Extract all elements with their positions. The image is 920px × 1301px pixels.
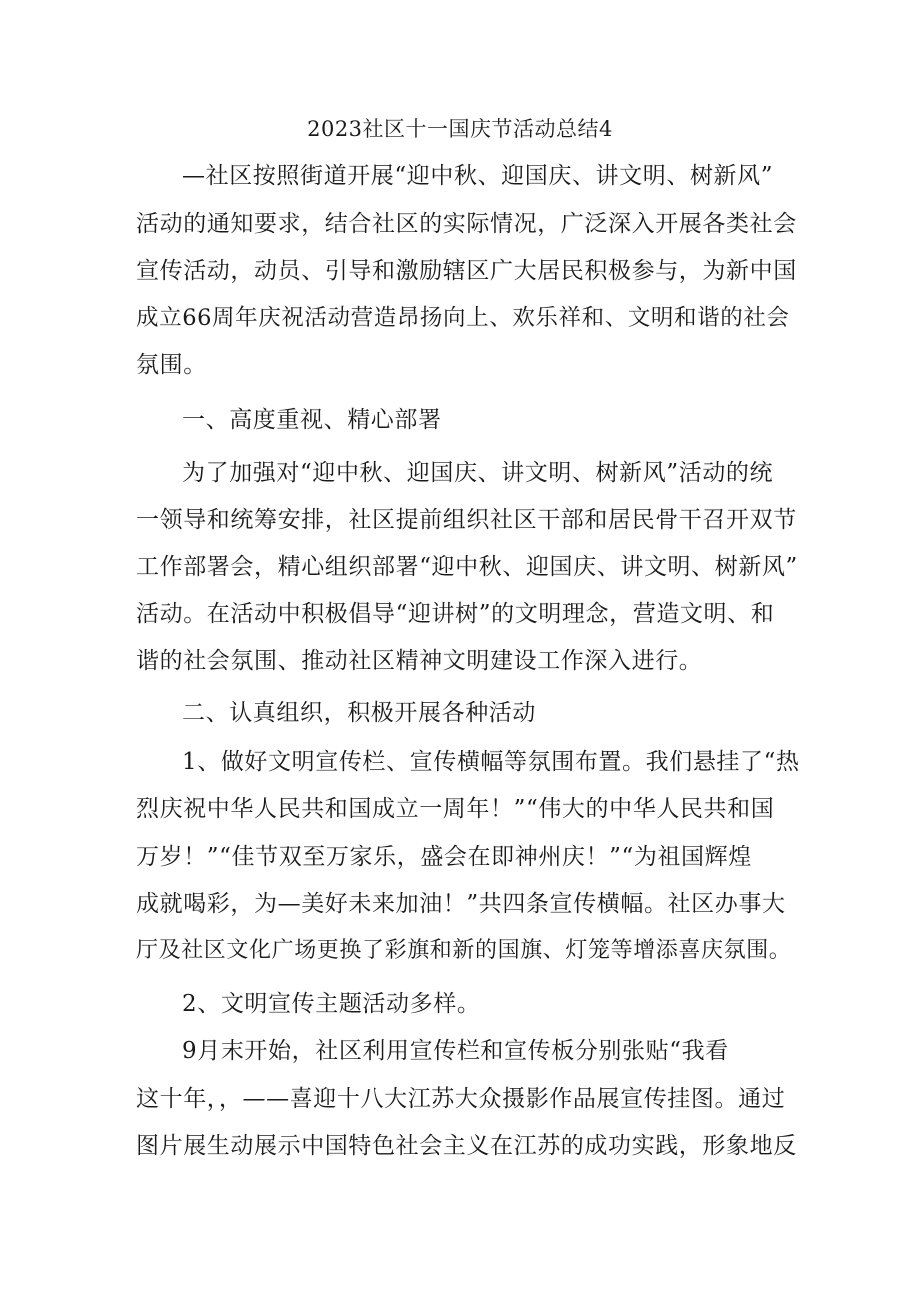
paragraph-line: 一领导和统筹安排，社区提前组织社区干部和居民骨干召开双节 <box>136 507 797 533</box>
paragraph-line: 谐的社会氛围、推动社区精神文明建设工作深入进行。 <box>136 648 703 674</box>
paragraph-line: 活动。在活动中积极倡导“迎讲树”的文明理念，营造文明、和 <box>136 601 775 627</box>
paragraph-line: 这十年，，——喜迎十八大江苏大众摄影作品展宣传挂图。通过 <box>136 1086 786 1112</box>
paragraph-line: 图片展生动展示中国特色社会主义在江苏的成功实践，形象地反 <box>136 1133 797 1159</box>
paragraph-line: 厅及社区文化广场更换了彩旗和新的国旗、灯笼等增添喜庆氛围。 <box>136 938 792 963</box>
document-title: 2023社区十一国庆节活动总结4 <box>307 117 613 141</box>
paragraph-line: 1、做好文明宣传栏、宣传横幅等氛围布置。我们悬挂了“热 <box>182 749 800 775</box>
section-heading: 一、高度重视、精心部署 <box>182 407 442 433</box>
paragraph-line: —社区按照街道开展“迎中秋、迎国庆、讲文明、树新风” <box>182 163 774 189</box>
paragraph-line: 烈庆祝中华人民共和国成立一周年！”“伟大的中华人民共和国 <box>136 796 775 822</box>
paragraph-line: 氛围。 <box>136 352 207 378</box>
paragraph-line: 活动的通知要求，结合社区的实际情况，广泛深入开展各类社会 <box>136 211 797 237</box>
paragraph-line: 宣传活动，动员、引导和激励辖区广大居民积极参与，为新中国 <box>136 258 797 284</box>
paragraph-line: 为了加强对“迎中秋、迎国庆、讲文明、树新风”活动的统 <box>182 460 774 486</box>
section-heading: 二、认真组织，积极开展各种活动 <box>182 700 536 726</box>
paragraph-line: 9月末开始，社区利用宣传栏和宣传板分别张贴“我看 <box>182 1038 729 1064</box>
paragraph-line: 工作部署会，精心组织部署“迎中秋、迎国庆、讲文明、树新风” <box>136 554 798 580</box>
subsection-heading: 2、文明宣传主题活动多样。 <box>182 991 481 1017</box>
paragraph-line: 万岁！”“佳节双至万家乐，盛会在即神州庆！”“为祖国辉煌 <box>136 844 752 870</box>
paragraph-line: 成就喝彩，为—美好未来加油！”共四条宣传横幅。社区办事大 <box>136 891 786 917</box>
paragraph-line: 成立66周年庆祝活动营造昂扬向上、欢乐祥和、文明和谐的社会 <box>136 305 790 331</box>
